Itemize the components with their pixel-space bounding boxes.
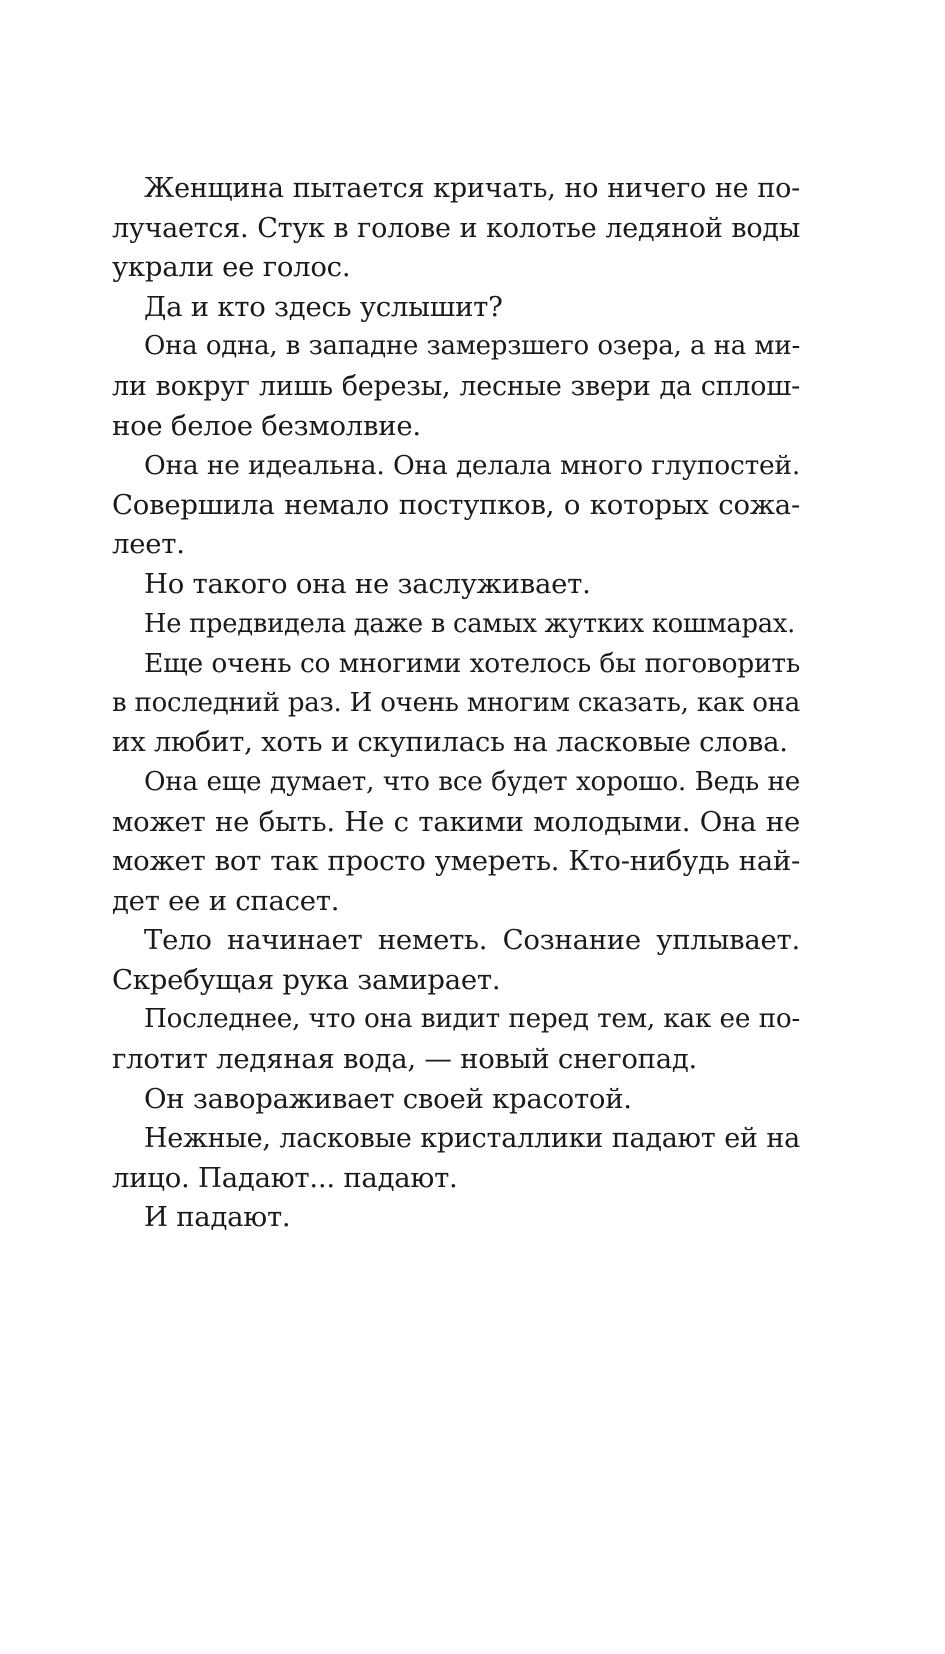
paragraph <box>112 1198 800 1238</box>
paragraph <box>112 169 800 288</box>
text-line: в последний раз. И очень многим сказать, как она <box>112 687 800 718</box>
text-line: Последнее, что она видит перед тем, как ее по- <box>144 1004 800 1035</box>
text-line: Она одна, в западне замерзшего озера, а на ми- <box>144 331 800 362</box>
body-text <box>112 169 800 1238</box>
paragraph <box>112 288 800 328</box>
text-line: Но такого она не заслуживает. <box>144 567 591 600</box>
text-line: леет. <box>112 528 185 561</box>
text-line: Совершила немало поступков, о которых сожа- <box>112 488 800 521</box>
paragraph <box>112 921 800 1000</box>
paragraph <box>112 763 800 921</box>
text-line: дет ее и спасет. <box>112 884 340 917</box>
text-line: их любит, хоть и скупилась на ласковые слова. <box>112 726 788 759</box>
text-line: Тело начинает неметь. Сознание уплывает. <box>144 924 800 957</box>
text-line: И падают. <box>144 1201 291 1234</box>
text-line: Она не идеальна. Она делала много глупостей. <box>144 450 800 482</box>
paragraph <box>112 644 800 763</box>
text-line: Женщина пытается кричать, но ничего не по- <box>144 173 800 204</box>
text-line: Не предвидела даже в самых жутких кошмарах. <box>144 608 796 639</box>
text-line: лицо. Падают... падают. <box>112 1161 458 1194</box>
text-line: может вот так просто умереть. Кто-нибудь най- <box>112 845 800 878</box>
paragraph <box>112 565 800 605</box>
text-line: Он завораживает своей красотой. <box>144 1082 632 1115</box>
text-line: может не быть. Не с такими молодыми. Она не <box>112 805 800 838</box>
text-line: ли вокруг лишь березы, лесные звери да сплош- <box>112 370 800 402</box>
text-line: лучается. Стук в голове и колотье ледяной воды <box>112 212 800 244</box>
paragraph <box>112 605 800 645</box>
paragraph <box>112 1119 800 1198</box>
text-line: украли ее голос. <box>112 251 351 284</box>
text-line: Она еще думает, что все будет хорошо. Ведь не <box>144 766 800 797</box>
paragraph <box>112 446 800 565</box>
text-line: Нежные, ласковые кристаллики падают ей на <box>144 1123 800 1155</box>
text-line: глотит ледяная вода, — новый снегопад. <box>112 1043 698 1076</box>
text-line: ное белое безмолвие. <box>112 409 421 442</box>
paragraph <box>112 327 800 446</box>
paragraph <box>112 1080 800 1120</box>
text-line: Скребущая рука замирает. <box>112 963 501 996</box>
text-line: Да и кто здесь услышит? <box>144 290 503 323</box>
text-line: Еще очень со многими хотелось бы поговорить <box>144 648 800 680</box>
paragraph <box>112 1000 800 1079</box>
